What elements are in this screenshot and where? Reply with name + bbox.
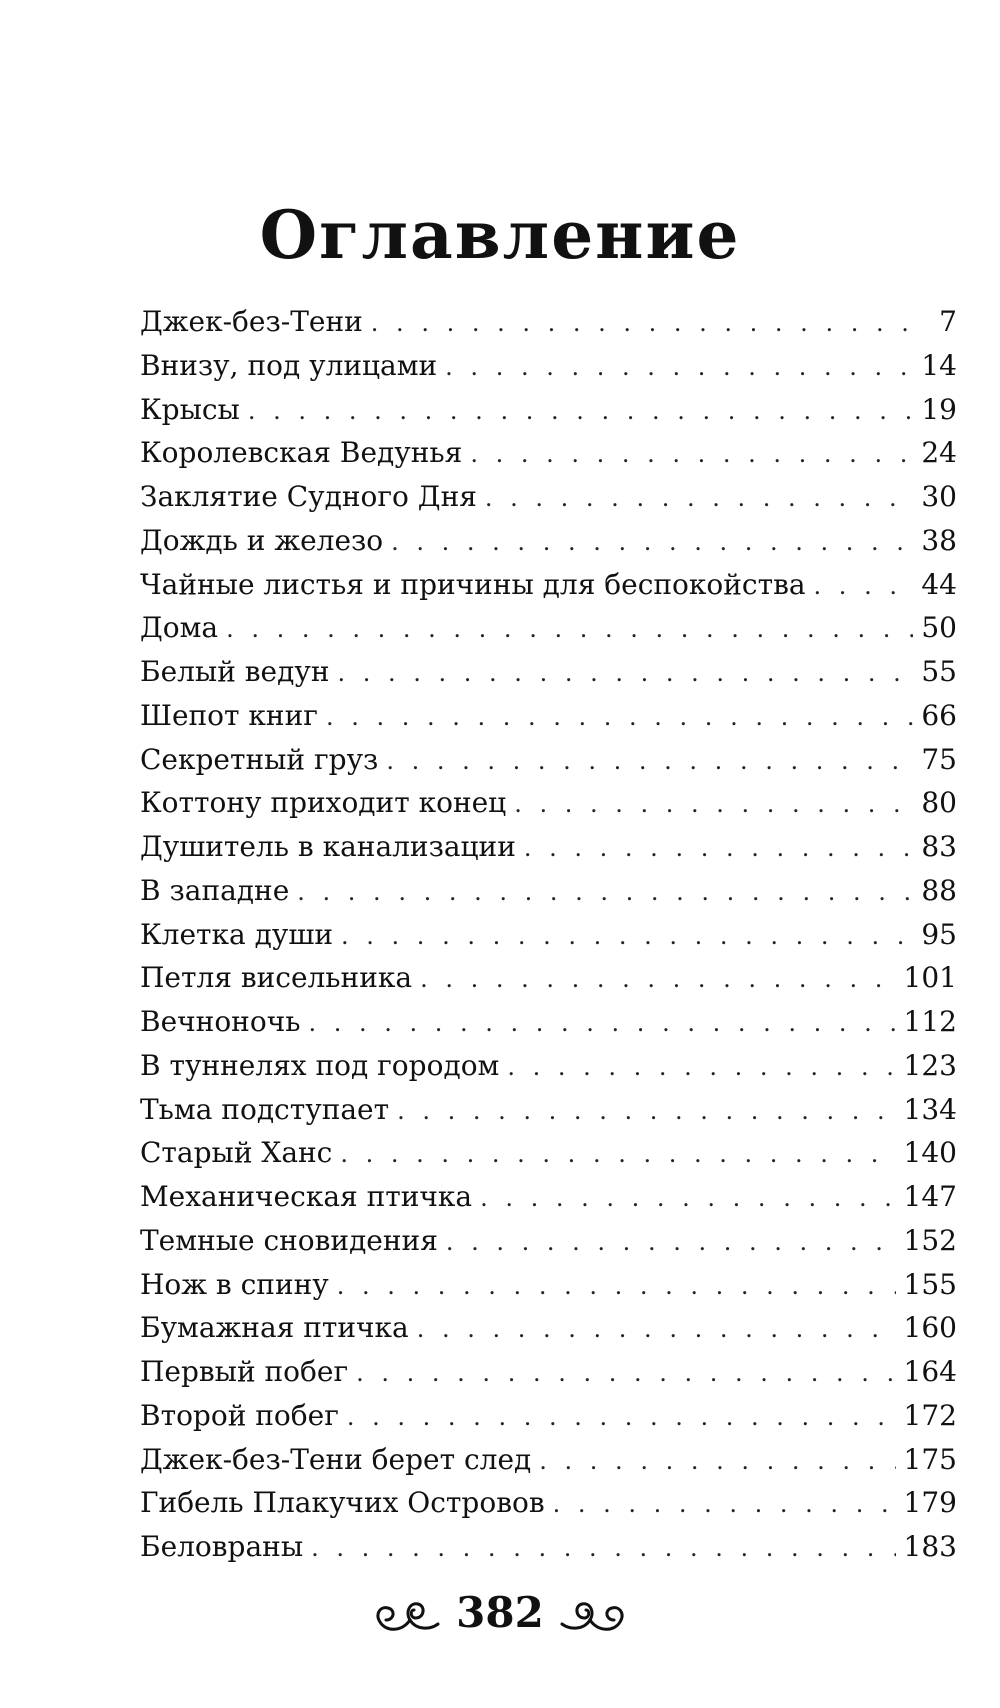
dot-leader: [814, 565, 914, 609]
page-number: 382: [456, 1588, 544, 1637]
chapter-title: Второй побег: [140, 1398, 339, 1432]
chapter-page-number: 179: [903, 1486, 957, 1520]
toc-entry: [140, 913, 957, 957]
dot-leader: [446, 1221, 896, 1265]
chapter-page-number: 155: [903, 1267, 957, 1301]
dot-leader: [311, 1527, 895, 1571]
dot-leader: [248, 390, 914, 434]
chapter-title: Беловраны: [140, 1530, 304, 1563]
chapter-title: Душитель в канализации: [140, 830, 516, 863]
toc-entry: [140, 1044, 957, 1088]
chapter-title: Королевская Ведунья: [140, 436, 463, 470]
toc-entry: [140, 300, 957, 344]
folio: [0, 1590, 1000, 1636]
dot-leader: [420, 958, 895, 1002]
dot-leader: [308, 1002, 895, 1046]
dot-leader: [337, 1265, 896, 1309]
toc-entry: [140, 1000, 957, 1044]
dot-leader: [297, 871, 913, 915]
chapter-title: Дождь и железо: [140, 523, 384, 557]
dot-leader: [391, 521, 913, 565]
chapter-title: Старый Ханс: [140, 1136, 333, 1170]
chapter-title: Темные сновидения: [140, 1223, 438, 1257]
chapter-page-number: 160: [903, 1311, 957, 1345]
chapter-title: В западне: [140, 873, 290, 907]
chapter-page-number: 172: [903, 1398, 957, 1432]
chapter-page-number: 175: [903, 1442, 957, 1476]
chapter-page-number: 101: [903, 961, 957, 995]
toc-entry: [140, 344, 957, 388]
dot-leader: [485, 477, 913, 521]
dot-leader: [507, 1046, 895, 1090]
chapter-title: Тьма подступает: [140, 1092, 390, 1126]
dot-leader: [326, 696, 913, 740]
dot-leader: [417, 1308, 896, 1352]
chapter-title: В туннелях под городом: [140, 1048, 500, 1082]
chapter-title: Крысы: [140, 392, 240, 426]
toc-entry: [140, 1219, 957, 1263]
right-flourish-icon: [558, 1590, 628, 1636]
dot-leader: [371, 302, 921, 346]
chapter-title: Гибель Плакучих Островов: [140, 1486, 545, 1520]
toc-entry: [140, 519, 957, 563]
dot-leader: [397, 1090, 895, 1134]
dot-leader: [524, 827, 913, 871]
chapter-title: Секретный груз: [140, 742, 379, 776]
toc-entry: [140, 1438, 957, 1482]
chapter-page-number: 134: [903, 1092, 957, 1126]
chapter-title: Нож в спину: [140, 1267, 329, 1301]
dot-leader: [514, 783, 913, 827]
dot-leader: [341, 915, 913, 959]
chapter-page-number: 66: [921, 698, 957, 732]
toc-entry: [140, 1263, 957, 1307]
dot-leader: [338, 652, 914, 696]
dot-leader: [480, 1177, 895, 1221]
chapter-page-number: 44: [921, 567, 957, 601]
chapter-title: Белый ведун: [140, 655, 330, 688]
chapter-page-number: 75: [921, 742, 957, 776]
toc-entry: [140, 1394, 957, 1438]
page-title: Оглавление: [259, 196, 741, 275]
toc-entry: [140, 563, 957, 607]
toc-entry: [140, 650, 957, 694]
chapter-page-number: 19: [921, 392, 957, 426]
toc-entry: [140, 1175, 957, 1219]
chapter-title: Чайные листья и причины для беспокойства: [140, 567, 806, 601]
chapter-page-number: 152: [903, 1223, 957, 1257]
chapter-title: Джек-без-Тени: [140, 305, 363, 338]
toc-entry: [140, 1350, 957, 1394]
chapter-page-number: 24: [921, 436, 957, 470]
chapter-page-number: 140: [903, 1136, 957, 1170]
toc-entry: [140, 431, 957, 475]
chapter-page-number: 183: [903, 1530, 957, 1563]
chapter-title: Механическая птичка: [140, 1180, 473, 1213]
chapter-page-number: 50: [921, 611, 957, 645]
toc-entry: [140, 1481, 957, 1525]
toc-entry: [140, 475, 957, 519]
toc-entry: [140, 1525, 957, 1569]
toc-entry: [140, 1131, 957, 1175]
toc-entry: [140, 1306, 957, 1350]
chapter-page-number: 112: [903, 1005, 957, 1038]
toc-entry: [140, 956, 957, 1000]
left-flourish-icon: [372, 1590, 442, 1636]
chapter-title: Шепот книг: [140, 698, 318, 732]
chapter-page-number: 55: [921, 655, 957, 688]
chapter-page-number: 14: [921, 348, 957, 382]
toc-entry: [140, 1088, 957, 1132]
toc-entry: [140, 738, 957, 782]
chapter-page-number: 7: [939, 305, 957, 338]
chapter-page-number: 38: [921, 523, 957, 557]
chapter-title: Коттону приходит конец: [140, 786, 507, 820]
chapter-page-number: 30: [921, 480, 957, 513]
dot-leader: [553, 1483, 896, 1527]
chapter-page-number: 123: [903, 1048, 957, 1082]
chapter-title: Первый побег: [140, 1355, 349, 1388]
toc-entry: [140, 825, 957, 869]
chapter-title: Клетка души: [140, 917, 334, 951]
dot-leader: [356, 1352, 895, 1396]
toc-entry: [140, 388, 957, 432]
dot-leader: [539, 1440, 895, 1484]
dot-leader: [226, 608, 913, 652]
toc-entry: [140, 869, 957, 913]
chapter-page-number: 83: [921, 830, 957, 863]
chapter-page-number: 164: [903, 1355, 957, 1388]
dot-leader: [340, 1133, 895, 1177]
dot-leader: [470, 433, 913, 477]
toc-entry: [140, 606, 957, 650]
chapter-title: Дома: [140, 611, 219, 645]
chapter-page-number: 147: [903, 1180, 957, 1213]
chapter-title: Вечноночь: [140, 1005, 301, 1038]
chapter-title: Джек-без-Тени берет след: [140, 1442, 532, 1476]
chapter-title: Петля висельника: [140, 961, 413, 995]
chapter-page-number: 95: [921, 917, 957, 951]
chapter-page-number: 88: [921, 873, 957, 907]
chapter-title: Заклятие Судного Дня: [140, 480, 477, 513]
chapter-title: Бумажная птичка: [140, 1311, 409, 1345]
dot-leader: [445, 346, 913, 390]
chapter-page-number: 80: [921, 786, 957, 820]
table-of-contents: [140, 300, 957, 1569]
dot-leader: [347, 1396, 896, 1440]
chapter-title: Внизу, под улицами: [140, 348, 438, 382]
dot-leader: [386, 740, 913, 784]
toc-entry: [140, 781, 957, 825]
toc-entry: [140, 694, 957, 738]
